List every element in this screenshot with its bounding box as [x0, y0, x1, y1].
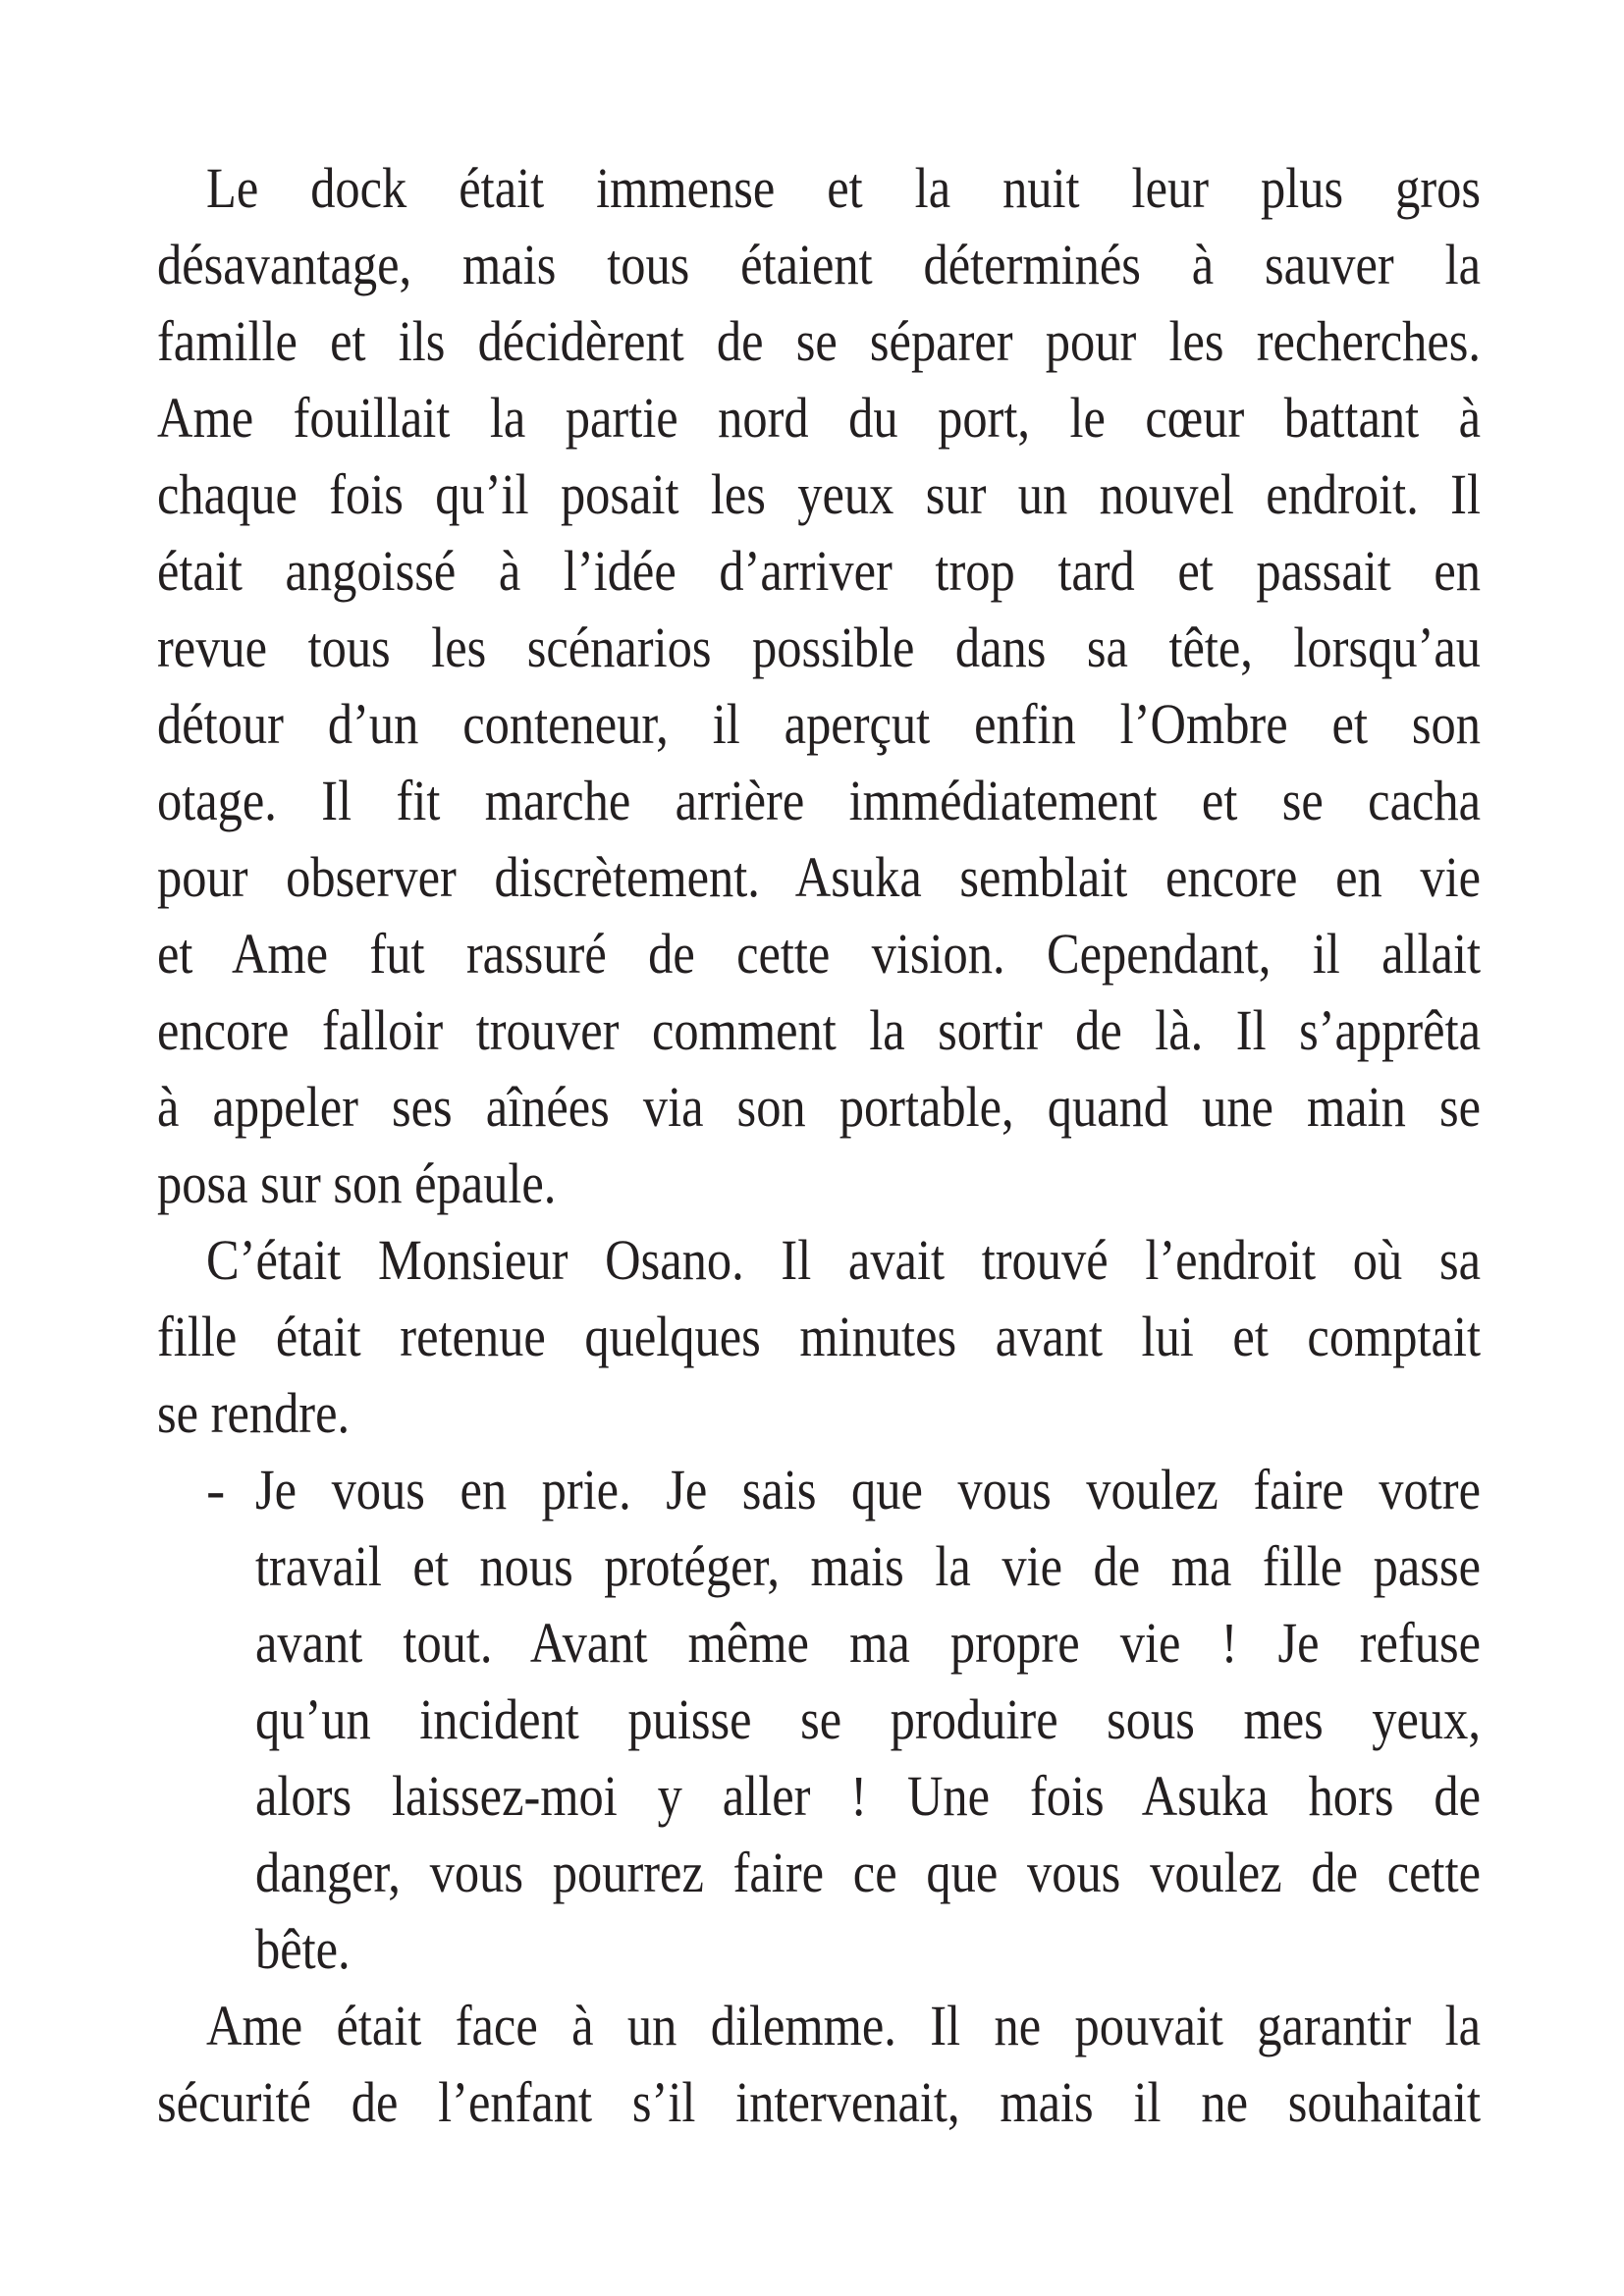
text-line: [157, 150, 1481, 227]
text-line: [157, 839, 1481, 916]
text-line: [157, 610, 1481, 686]
page-body-text: [157, 150, 1481, 2141]
text-line: [157, 1835, 1481, 1911]
text-line-content: C’était Monsieur Osano. Il avait trouvé l’endroit où sa: [206, 1228, 1481, 1292]
text-line-content: Ame fouillait la partie nord du port, le cœur battant à: [157, 386, 1481, 450]
text-line: [157, 1375, 1481, 1452]
text-line: [157, 992, 1481, 1069]
text-line-content: se rendre.: [157, 1381, 351, 1445]
text-line: [157, 1988, 1481, 2064]
text-line-content: Le dock était immense et la nuit leur plus gros: [206, 156, 1481, 220]
text-line: [157, 227, 1481, 303]
text-line-content: Ame était face à un dilemme. Il ne pouvait garantir la: [206, 1994, 1481, 2057]
text-line: [157, 1528, 1481, 1605]
text-line: [157, 763, 1481, 839]
text-line-content: pour observer discrètement. Asuka semblait encore en vie: [157, 845, 1481, 909]
dialogue-dash: -: [206, 1458, 226, 1522]
text-line-content: otage. Il fit marche arrière immédiatement et se cacha: [157, 769, 1481, 832]
text-line: [157, 1146, 1481, 1222]
text-line: [157, 456, 1481, 533]
text-line: [157, 1682, 1481, 1758]
text-line: [157, 1069, 1481, 1146]
text-line-content: chaque fois qu’il posait les yeux sur un nouvel endroit. Il: [157, 462, 1481, 526]
text-line: [157, 380, 1481, 456]
text-line-content: revue tous les scénarios possible dans sa tête, lorsqu’au: [157, 615, 1481, 679]
text-line: [157, 1299, 1481, 1375]
text-line-content: détour d’un conteneur, il aperçut enfin l’Ombre et son: [157, 692, 1481, 756]
text-line: [157, 1222, 1481, 1299]
text-line: [157, 1758, 1481, 1835]
text-line: [157, 1911, 1481, 1988]
text-line: [157, 1605, 1481, 1682]
text-line-content: famille et ils décidèrent de se séparer pour les recherches.: [157, 309, 1481, 373]
text-line-content: danger, vous pourrez faire ce que vous voulez de cette: [255, 1841, 1481, 1904]
text-line-content: et Ame fut rassuré de cette vision. Cependant, il allait: [157, 922, 1481, 986]
text-line: [157, 2064, 1481, 2141]
text-line-content: bête.: [255, 1917, 351, 1981]
text-line-content: alors laissez-moi y aller ! Une fois Asuka hors de: [255, 1764, 1481, 1828]
text-line-content: sécurité de l’enfant s’il intervenait, mais il ne souhaitait: [157, 2070, 1481, 2134]
text-line-content: à appeler ses aînées via son portable, quand une main se: [157, 1075, 1481, 1139]
text-line-content: encore falloir trouver comment la sortir de là. Il s’apprêta: [157, 998, 1481, 1062]
text-line: [157, 916, 1481, 992]
text-line-content: était angoissé à l’idée d’arriver trop tard et passait en: [157, 539, 1481, 603]
text-line-content: désavantage, mais tous étaient déterminés à sauver la: [157, 233, 1481, 296]
text-line-content: qu’un incident puisse se produire sous mes yeux,: [255, 1687, 1481, 1751]
text-line: [157, 686, 1481, 763]
text-line-content: Je vous en prie. Je sais que vous voulez faire votre: [255, 1458, 1481, 1522]
text-line: [157, 1452, 1481, 1528]
text-line: [157, 533, 1481, 610]
text-line-content: fille était retenue quelques minutes avant lui et comptait: [157, 1305, 1481, 1368]
text-line-content: posa sur son épaule.: [157, 1151, 557, 1215]
text-line-content: avant tout. Avant même ma propre vie ! Je refuse: [255, 1611, 1481, 1675]
text-line-content: travail et nous protéger, mais la vie de ma fille passe: [255, 1534, 1481, 1598]
text-line: [157, 303, 1481, 380]
